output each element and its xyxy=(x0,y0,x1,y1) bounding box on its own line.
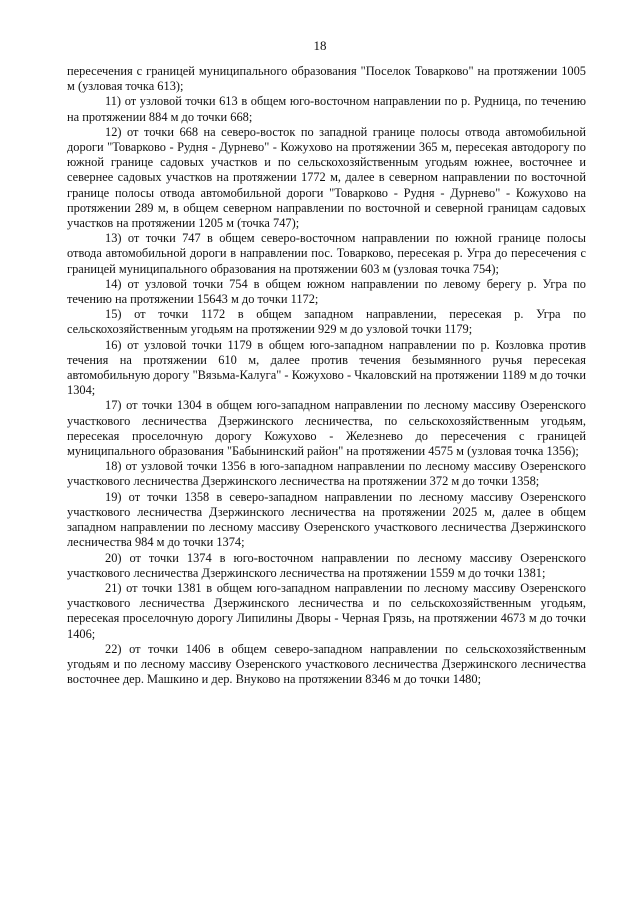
document-body xyxy=(67,64,586,687)
page-number: 18 xyxy=(313,38,327,53)
paragraph-item-12: 12) от точки 668 на северо-восток по западной границе полосы отвода автомобильной дороги "Товарково - Рудня - Дурнево" - Кожухово на протяжении 365 м, пересекая автодорогу по южной границе садовых участков и по сельскохозяйственным угодьям южнее, восточнее и севернее садовых участков на протяжении 1772 м, далее в северном направлении по восточной границе полосы отвода автомобильной дороги "Товарково - Рудня - Дурнево" - Кожухово на протяжении 289 м, в общем северном направлении по восточной и северной границам садовых участков на протяжении 1205 м (точка 747); xyxy=(67,124,586,231)
paragraph-item-11: 11) от узловой точки 613 в общем юго-восточном направлении по р. Рудница, по течению на протяжении 884 м до точки 668; xyxy=(67,94,586,124)
paragraph-item-14: 14) от узловой точки 754 в общем южном направлении по левому берегу р. Угра по течению на протяжении 15643 м до точки 1172; xyxy=(67,276,586,307)
paragraph-item-17: 17) от точки 1304 в общем юго-западном направлении по лесному массиву Озеренского участкового лесничества Дзержинского лесничества, по сельскохозяйственным угодьям, пересекая проселочную дорогу Кожухово - Железнево до пересечения с границей муниципального образования "Бабынинский район" на протяжении 4575 м (узловая точка 1356); xyxy=(67,398,586,459)
paragraph-item-13: 13) от точки 747 в общем северо-восточном направлении по южной границе полосы отвода автомобильной дороги в направлении пос. Товарково, пересекая р. Угра до пересечения с границей муниципального образования на протяжении 603 м (узловая точка 754); xyxy=(67,231,586,276)
paragraph-item-16: 16) от узловой точки 1179 в общем юго-западном направлении по р. Козловка против течения на протяжении 610 м, далее против течения безымянного ручья пересекая автомобильную дорогу "Вязьма-Калуга" - Кожухово - Чкаловский на протяжении 1189 м до точки 1304; xyxy=(67,337,586,398)
paragraph-item-18: 18) от узловой точки 1356 в юго-западном направлении по лесному массиву Озеренского участкового лесничества Дзержинского лесничества на протяжении 372 м до точки 1358; xyxy=(67,459,586,489)
paragraph-continuation: пересечения с границей муниципального образования "Поселок Товарково" на протяжении 1005 м (узловая точка 613); xyxy=(67,64,586,94)
paragraph-item-19: 19) от точки 1358 в северо-западном направлении по лесному массиву Озеренского участкового лесничества Дзержинского лесничества на протяжении 2025 м, далее в общем западном направлении по лесному массиву Озеренского участкового лесничества Дзержинского лесничества 984 м до точки 1374; xyxy=(67,489,586,550)
paragraph-item-21: 21) от точки 1381 в общем юго-западном направлении по лесному массиву Озеренского участкового лесничества Дзержинского лесничества и по сельскохозяйственным угодьям, пересекая проселочную дорогу Липилины Дворы - Черная Грязь, на протяжении 4673 м до точки 1406; xyxy=(67,580,586,641)
paragraph-item-22: 22) от точки 1406 в общем северо-западном направлении по сельскохозяйственным угодьям и по лесному массиву Озеренского участкового лесничества Дзержинского лесничества восточнее дер. Машкино и дер. Внуково на протяжении 8346 м до точки 1480; xyxy=(67,641,586,687)
paragraph-item-15: 15) от точки 1172 в общем западном направлении, пересекая р. Угра по сельскохозяйственным угодьям на протяжении 929 м до узловой точки 1179; xyxy=(67,307,586,337)
paragraph-item-20: 20) от точки 1374 в юго-восточном направлении по лесному массиву Озеренского участкового лесничества Дзержинского лесничества на протяжении 1559 м до точки 1381; xyxy=(67,550,586,580)
